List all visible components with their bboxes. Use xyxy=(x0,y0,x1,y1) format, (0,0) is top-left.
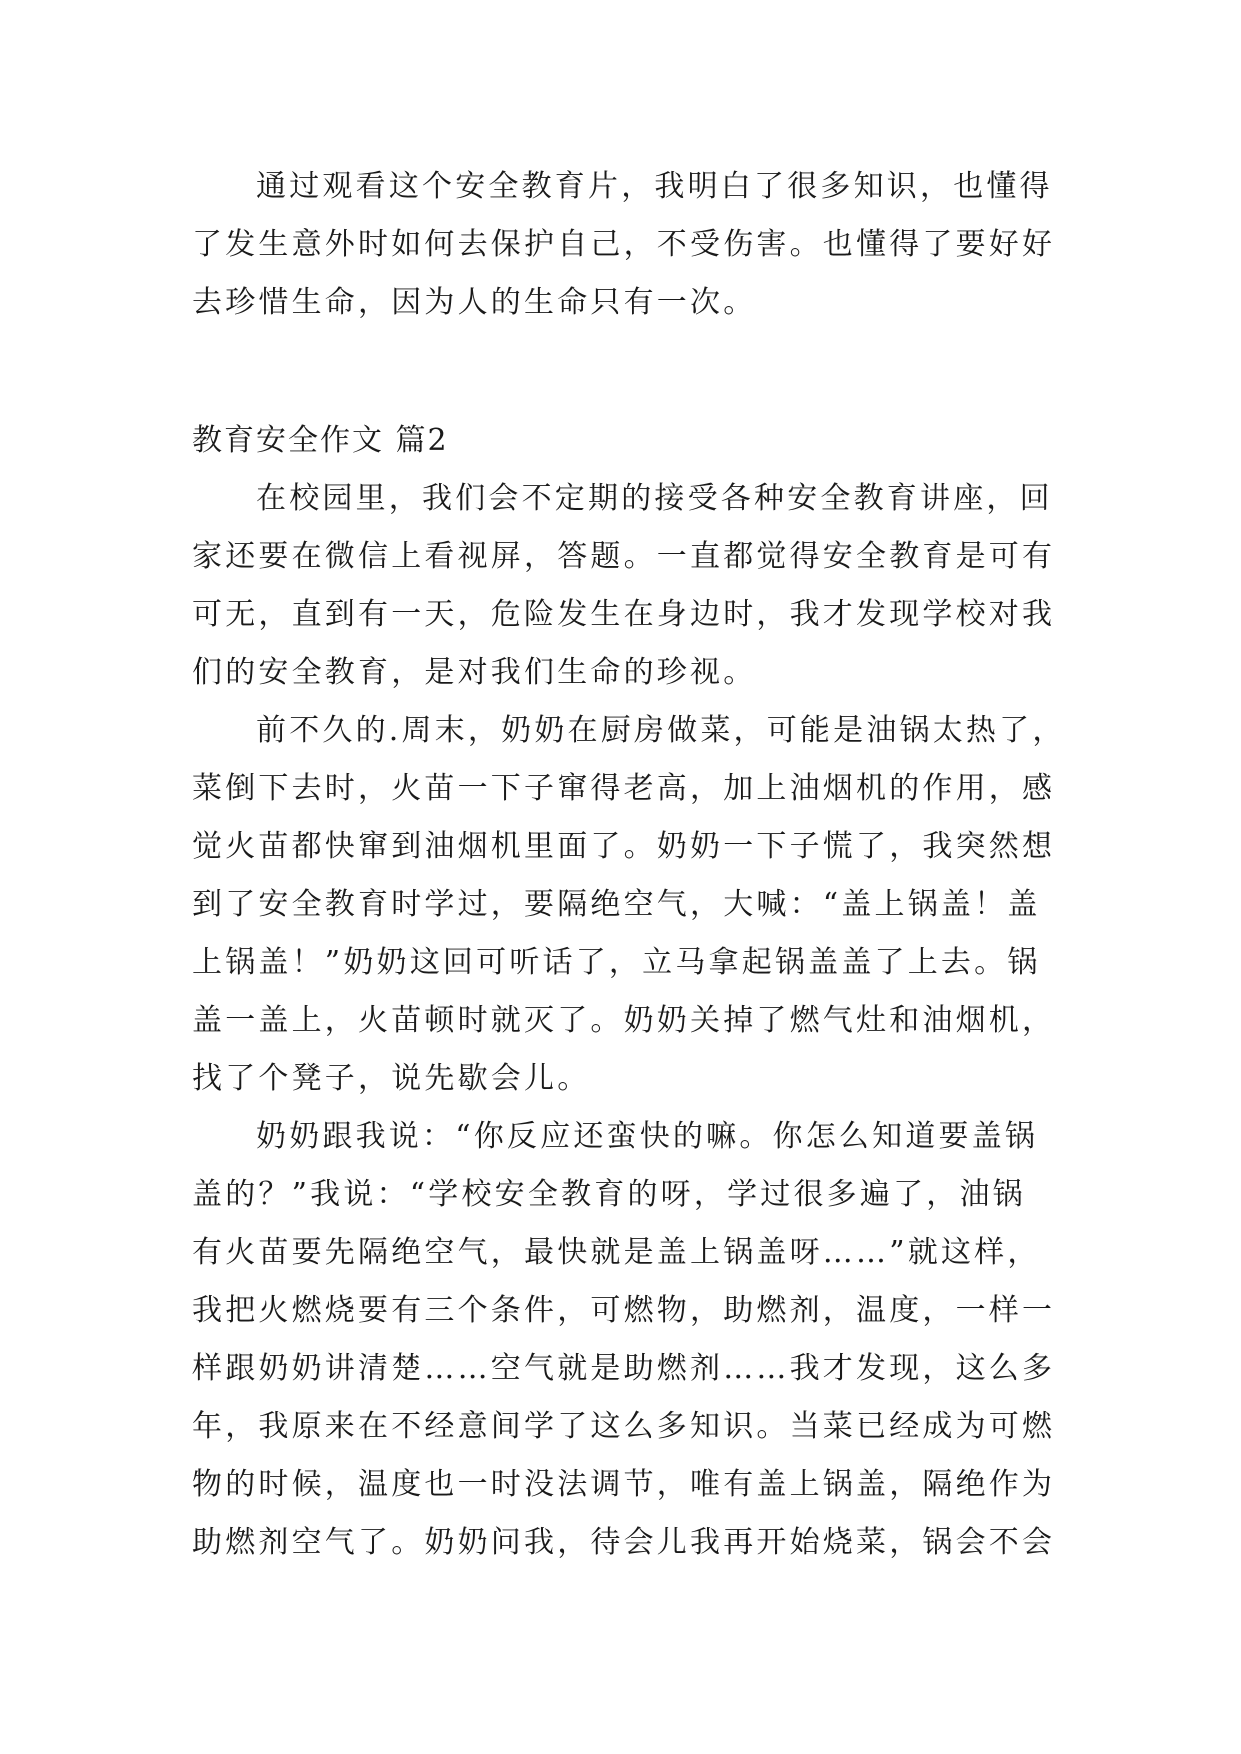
text-line: 菜倒下去时，火苗一下子窜得老高，加上油烟机的作用，感 xyxy=(192,771,1056,806)
text-line: 上锅盖！”奶奶这回可听话了，立马拿起锅盖盖了上去。锅 xyxy=(192,945,1041,980)
text-line: 通过观看这个安全教育片，我明白了很多知识，也懂得 xyxy=(256,169,1053,204)
text-line: 家还要在微信上看视屏，答题。一直都觉得安全教育是可有 xyxy=(192,539,1056,574)
text-line: 了发生意外时如何去保护自己，不受伤害。也懂得了要好好 xyxy=(192,227,1056,262)
text-line: 奶奶跟我说：“你反应还蛮快的嘛。你怎么知道要盖锅 xyxy=(256,1119,1039,1154)
text-line: 盖一盖上，火苗顿时就灭了。奶奶关掉了燃气灶和油烟机， xyxy=(192,1003,1056,1038)
text-line: 物的时候，温度也一时没法调节，唯有盖上锅盖，隔绝作为 xyxy=(192,1467,1056,1502)
paragraph-1 xyxy=(192,470,1058,702)
text-line: 年，我原来在不经意间学了这么多知识。当菜已经成为可燃 xyxy=(192,1409,1056,1444)
text-line: 样跟奶奶讲清楚……空气就是助燃剂……我才发现，这么多 xyxy=(192,1351,1056,1386)
text-line: 助燃剂空气了。奶奶问我，待会儿我再开始烧菜，锅会不会 xyxy=(192,1525,1056,1560)
text-line: 们的安全教育，是对我们生命的珍视。 xyxy=(192,655,757,690)
paragraph-3 xyxy=(192,1108,1058,1572)
text-line: 可无，直到有一天，危险发生在身边时，我才发现学校对我 xyxy=(192,597,1056,632)
section-heading: 教育安全作文 篇2 xyxy=(192,423,449,458)
paragraph-2 xyxy=(192,702,1066,1108)
text-line: 有火苗要先隔绝空气，最快就是盖上锅盖呀……”就这样， xyxy=(192,1235,1041,1270)
text-line: 我把火燃烧要有三个条件，可燃物，助燃剂，温度，一样一 xyxy=(192,1293,1056,1328)
text-line: 找了个凳子，说先歇会儿。 xyxy=(192,1061,591,1096)
section-gap xyxy=(192,332,1058,412)
intro-paragraph xyxy=(192,158,1058,332)
text-line: 前不久的.周末，奶奶在厨房做菜，可能是油锅太热了， xyxy=(256,713,1066,748)
text-line: 去珍惜生命，因为人的生命只有一次。 xyxy=(192,285,757,320)
text-line: 盖的？”我说：“学校安全教育的呀，学过很多遍了，油锅 xyxy=(192,1177,1026,1212)
text-line: 觉火苗都快窜到油烟机里面了。奶奶一下子慌了，我突然想 xyxy=(192,829,1056,864)
text-line: 到了安全教育时学过，要隔绝空气，大喊：“盖上锅盖！盖 xyxy=(192,887,1041,922)
text-line: 在校园里，我们会不定期的接受各种安全教育讲座，回 xyxy=(256,481,1053,516)
document-page xyxy=(192,158,1066,1572)
